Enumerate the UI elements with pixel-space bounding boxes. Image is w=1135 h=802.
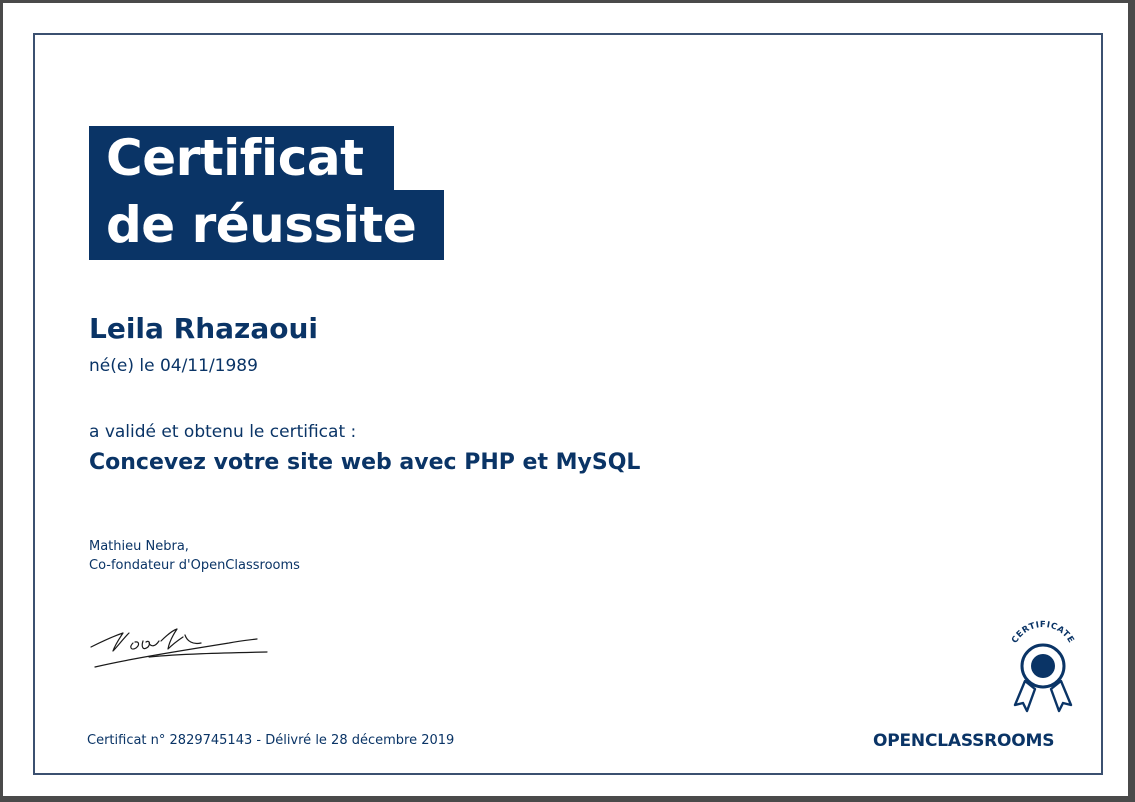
openclassrooms-logo: OPENCLASSROOMS	[873, 731, 1055, 751]
certificate-rosette-icon	[1003, 619, 1083, 719]
signatory	[89, 537, 300, 575]
recipient-birth-date: né(e) le 04/11/1989	[89, 356, 258, 376]
achievement-intro: a validé et obtenu le certificat :	[89, 422, 357, 442]
signature	[89, 621, 271, 673]
title-line-1: Certificat	[89, 126, 394, 190]
recipient-name: Leila Rhazaoui	[89, 312, 319, 345]
signatory-name: Mathieu Nebra,	[89, 539, 189, 554]
certificate-number: Certificat n° 2829745143 - Délivré le 28 décembre 2019	[87, 733, 455, 748]
course-title: Concevez votre site web avec PHP et MySQL	[89, 450, 641, 475]
svg-text:CERTIFICATE: CERTIFICATE	[1010, 619, 1076, 646]
title-line-2: de réussite	[89, 190, 444, 260]
signatory-role: Co-fondateur d'OpenClassrooms	[89, 558, 300, 573]
